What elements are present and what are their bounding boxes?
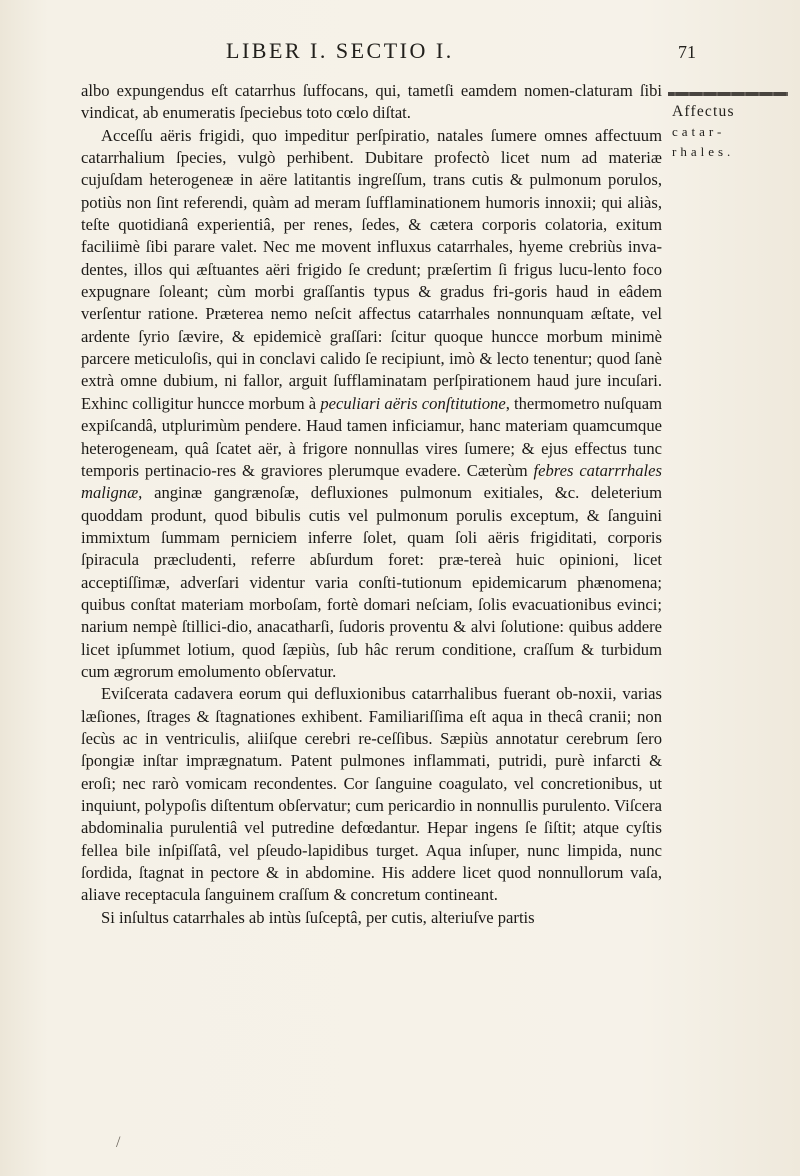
body-text: [81, 80, 662, 929]
margin-note-line-2: catar-: [672, 124, 726, 139]
paragraph-p3: [81, 683, 662, 906]
text-run: albo expungendus eſt catarrhus ſuffocans, qui, tametſi eamdem nomen-claturam ſibi vindicat, ab enumeratis ſpeciebus toto cœlo diſtat.: [81, 81, 662, 123]
page-number: 71: [678, 42, 696, 62]
paragraph-p1: [81, 80, 662, 125]
text-run: Acceſſu aëris frigidi, quo impeditur perſpiratio, natales ſumere omnes affectuum catarrhalium ſpecies, vulgò perhibent. Dubitare profectò licet num ad materiæ cujuſdam heterogeneæ in aëre latitantis ingreſſum, trans cutis & pulmonum porulos, potiùs non ſint referendi, quàm ad meram ſufflaminationem humoris innoxii; qui aliàs, teſte quotidianâ experientiâ, per renes, ſedes, & cætera corporis colatoria, exitum faciliimè ſibi parare valet. Nec me movent influxus catarrhales, hyeme crebriùs inva-dentes, illos qui æſtuantes aëri frigido ſe credunt; præſertim ſi frigus lucu-lento foco expugnare ſoleant; cùm morbi graſſantis typus & gradus fri-goris haud in eâdem verſentur ratione. Præterea nemo neſcit affectus catarrhales nonnunquam æſtate, vel ardente ſyrio ſævire, & epidemicè graſſari: ſcitur quoque huncce morbum minimè parcere meticuloſis, qui in conclavi calido ſe recipiunt, imò & lecto tenentur; quod ſanè extrà omne dubium, ni fallor, arguit ſufflaminatam perſpirationem haud jure incuſari. Exhinc colligitur huncce morbum à: [81, 125, 662, 413]
text-run: Eviſcerata cadavera eorum qui defluxionibus catarrhalibus fuerant ob-noxii, varias læſiones, ſtrages & ſtagnationes exhibent. Familiariſſima eſt aqua in thecâ cranii; non ſecùs ac in ventriculis, aliiſque cerebri re-ceſſibus. Sæpiùs annotatur cerebrum ſero ſpongiæ inſtar imprægnatum. Patent pulmones inflammati, putridi, purè infarcti & eroſi; nec rarò vomicam recondentes. Cor ſanguine coagulato, vel concretionibus, ut inquiunt, polypoſis diſtentum obſervatur; cum pericardio in nonnullis purulento. Viſcera abdominalia purulentiâ vel putredine defœdantur. Hepar ingens ſe ſiſtit; atque cyſtis fellea bile inſpiſſatâ, vel pſeudo-lapidibus turget. Aqua inſuper, nunc limpida, nunc ſordida, ſtagnat in pectore & in abdomine. His addere licet quod nonnullorum vaſa, aliave receptacula ſanguinem craſſum & concretum contineant.: [81, 684, 662, 905]
text-run: , thermometro nuſquam expiſcandâ, utplurimùm pendere. Haud tamen inficiamur, hanc materiam quamcumque heterogeneam, quâ ſcatet aër, à frigore nonnullas vires ſumere; & ejus effectus tunc temporis pertinacio-res & graviores plerumque evadere. Cæterùm: [81, 393, 662, 480]
margin-note: [672, 102, 790, 162]
decorative-rule: [668, 92, 788, 96]
text-run: Si inſultus catarrhales ab intùs ſuſceptâ, per cutis, alteriuſve partis: [101, 907, 535, 927]
margin-note-line-1: Affectus: [672, 103, 735, 120]
running-head-title: LIBER I. SECTIO I.: [226, 38, 454, 63]
paragraph-p4: [81, 907, 662, 929]
paragraph-p2: [81, 125, 662, 684]
italic-phrase: peculiari aëris conſtitutione: [320, 393, 506, 413]
running-head: [226, 38, 696, 64]
margin-note-line-3: rhales.: [672, 144, 735, 159]
text-run: , anginæ gangrænoſæ, defluxiones pulmonum exitiales, &c. deleterium quoddam produnt, quod bibulis cutis vel pulmonum porulis exceptum, & ſanguini immixtum ſummam perniciem inferre ſolet, quam ſoli aëris frigiditati, corporis ſpiracula præcludenti, referre abſurdum foret: præ-tereà huic opinioni, licet acceptiſſimæ, adverſari videntur varia conſti-tutionum epidemicarum phænomena; quibus conſtat materiam morboſam, fortè domari neſciam, ſolis evacuationibus evinci; narium nempè ſtillici-dio, anacatharſi, ſudoris proventu & alvi ſolutione: quibus addere licet ipſummet lotium, quod ſæpiùs, ſub hâc rerum conditione, craſſum & turbidum cum ægrorum emolumento obſervatur.: [81, 483, 662, 681]
italic-phrase: febres catarrrhales malignæ: [81, 460, 662, 503]
stray-mark: /: [116, 1134, 121, 1151]
